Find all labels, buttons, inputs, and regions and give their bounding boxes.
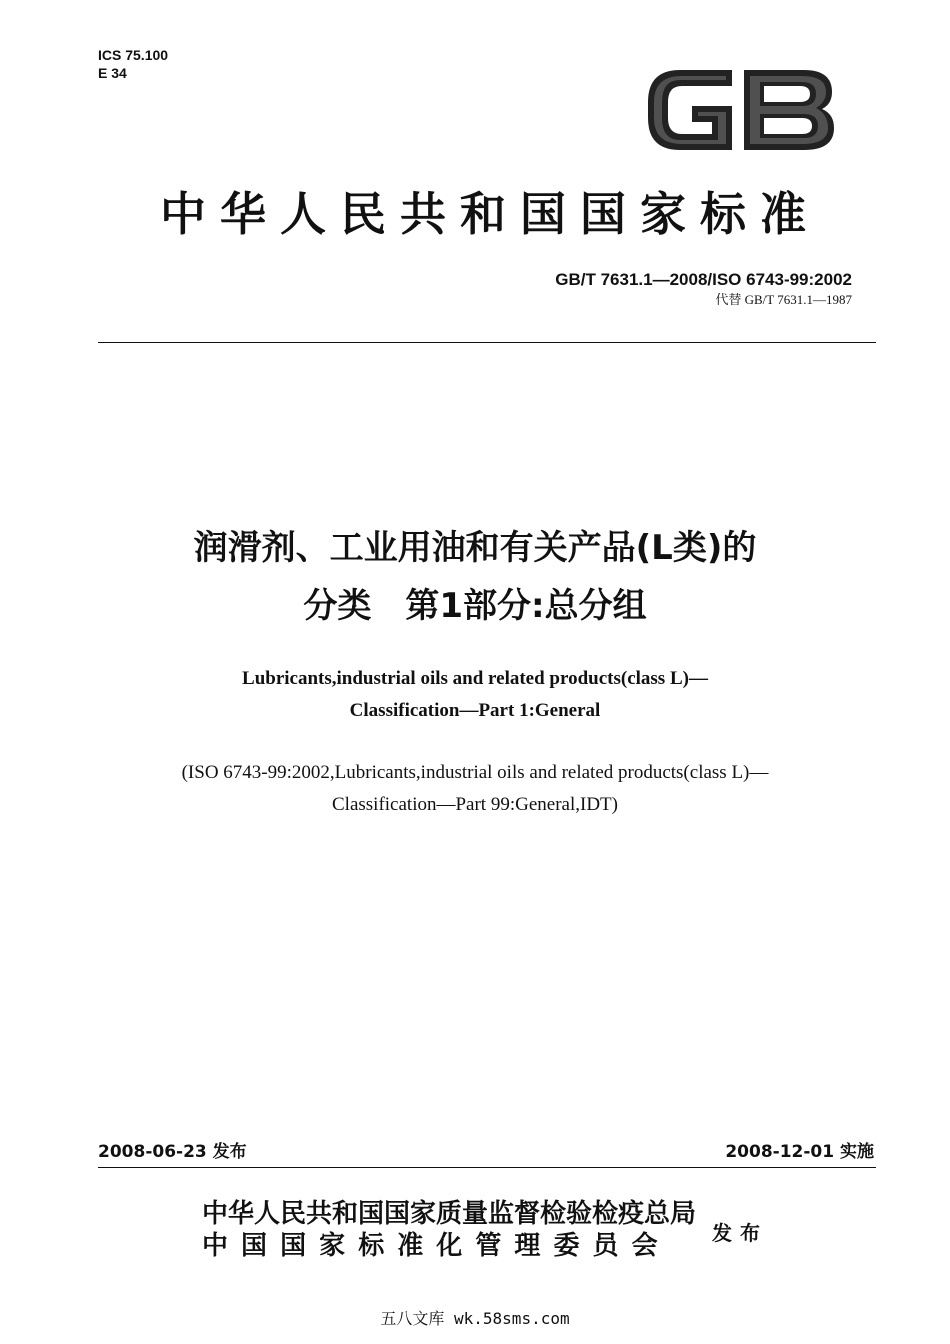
- replaces-standard: 代替 GB/T 7631.1—1987: [715, 292, 852, 307]
- english-title-line-2: Classification—Part 1:General: [349, 700, 601, 721]
- chinese-title-line-2: 分类 第1部分:总分组: [303, 586, 647, 626]
- standard-number: GB/T 7631.1—2008/ISO 6743-99:2002: [555, 270, 852, 289]
- iso-reference-line-1: (ISO 6743-99:2002,Lubricants,industrial oils and related products(class L)—: [181, 762, 769, 783]
- footer-watermark: 五八文库 wk.58sms.com: [380, 1309, 570, 1328]
- iso-reference-line-2: Classification—Part 99:General,IDT): [332, 794, 618, 815]
- publish-label: 发布: [712, 1221, 768, 1245]
- ccs-code: E 34: [98, 65, 127, 81]
- gb-logo: [640, 62, 840, 158]
- gb-logo-graphic: [640, 62, 840, 158]
- footer-divider: [98, 1167, 876, 1168]
- national-standard-title: 中华人民共和国国家标准: [160, 187, 820, 241]
- chinese-title-line-1: 润滑剂、工业用油和有关产品(L类)的: [193, 528, 757, 568]
- header-divider: [98, 342, 876, 343]
- implementation-date: 2008-12-01 实施: [725, 1142, 874, 1162]
- issue-date: 2008-06-23 发布: [98, 1142, 247, 1162]
- publisher-line-1: 中华人民共和国国家质量监督检验检疫总局: [202, 1199, 697, 1229]
- classification-codes: [98, 46, 168, 82]
- ics-code: ICS 75.100: [98, 47, 169, 63]
- english-title-line-1: Lubricants,industrial oils and related products(class L)—: [242, 668, 708, 689]
- publisher-line-2: 中 国 国 家 标 准 化 管 理 委 员 会: [202, 1231, 660, 1261]
